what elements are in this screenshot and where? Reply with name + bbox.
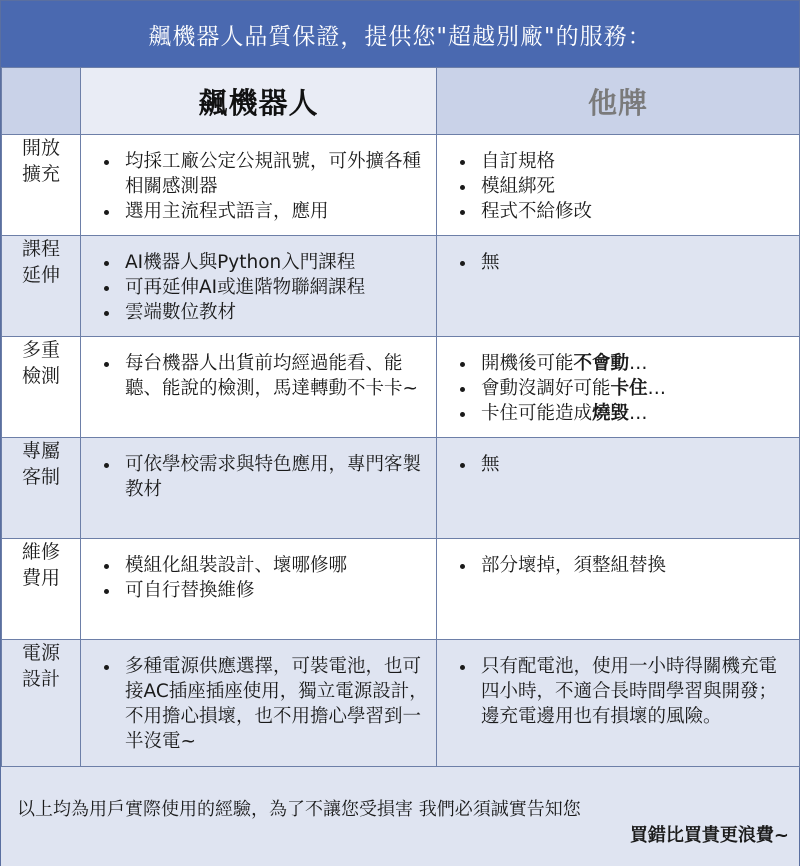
cell-ours xyxy=(81,438,437,539)
list-item: • 模組化組裝設計、壞哪修哪 xyxy=(121,553,428,578)
column-header-theirs: 他牌 xyxy=(437,68,800,135)
cell-ours xyxy=(81,337,437,438)
list-item: • 無 xyxy=(477,452,791,477)
corner-cell xyxy=(2,68,81,135)
row-label: 多重 檢測 xyxy=(2,337,81,438)
row-label: 維修 費用 xyxy=(2,539,81,640)
row-label: 課程 延伸 xyxy=(2,236,81,337)
list-item: • 可再延伸AI或進階物聯網課程 xyxy=(121,275,428,300)
emphasis-text: 不會動 xyxy=(573,353,630,374)
table-row xyxy=(2,640,800,768)
table-row xyxy=(2,236,800,337)
comparison-table xyxy=(1,67,800,768)
list-item: • AI機器人與Python入門課程 xyxy=(121,250,428,275)
list-item: • 開機後可能不會動… xyxy=(477,351,791,376)
list-item: • 程式不給修改 xyxy=(477,199,791,224)
list-item: • 多種電源供應選擇，可裝電池，也可接AC插座插座使用，獨立電源設計，不用擔心損壞，也不用擔心學習到一半沒電~ xyxy=(121,654,428,754)
cell-theirs xyxy=(437,236,800,337)
cell-ours xyxy=(81,539,437,640)
column-header-ours: 飆機器人 xyxy=(81,68,437,135)
list-item: • 自訂規格 xyxy=(477,149,791,174)
cell-theirs xyxy=(437,640,800,768)
cell-ours xyxy=(81,640,437,768)
list-item: • 雲端數位教材 xyxy=(121,300,428,325)
list-item: • 均採工廠公定公規訊號，可外擴各種相關感測器 xyxy=(121,149,428,199)
footer-notice xyxy=(1,766,799,866)
emphasis-text: 燒毀 xyxy=(592,403,630,424)
row-label: 開放 擴充 xyxy=(2,135,81,236)
cell-ours xyxy=(81,135,437,236)
table-row xyxy=(2,135,800,236)
footer-slogan: 買錯比買貴更浪費~ xyxy=(629,825,789,846)
list-item: • 選用主流程式語言，應用 xyxy=(121,199,428,224)
cell-theirs xyxy=(437,135,800,236)
cell-theirs xyxy=(437,337,800,438)
footer-notice-text: 以上均為用戶實際使用的經驗，為了不讓您受損害 我們必須誠實告知您 xyxy=(17,799,581,820)
table-row xyxy=(2,438,800,539)
table-row xyxy=(2,539,800,640)
table-row xyxy=(2,337,800,438)
list-item: • 會動沒調好可能卡住… xyxy=(477,376,791,401)
cell-theirs xyxy=(437,438,800,539)
row-label: 電源 設計 xyxy=(2,640,81,768)
cell-ours xyxy=(81,236,437,337)
list-item: • 無 xyxy=(477,250,791,275)
table-header-row xyxy=(2,68,800,135)
row-label: 專屬 客制 xyxy=(2,438,81,539)
list-item: • 可依學校需求與特色應用，專門客製教材 xyxy=(121,452,428,502)
list-item: • 只有配電池，使用一小時得關機充電四小時，不適合長時間學習與開發；邊充電邊用也有損壞的風險。 xyxy=(477,654,791,729)
list-item: • 部分壞掉，須整組替換 xyxy=(477,553,791,578)
list-item: • 卡住可能造成燒毀… xyxy=(477,401,791,426)
page-title: 飆機器人品質保證，提供您"超越別廠"的服務： xyxy=(1,1,799,68)
emphasis-text: 卡住 xyxy=(610,378,648,399)
list-item: • 模組綁死 xyxy=(477,174,791,199)
list-item: • 可自行替換維修 xyxy=(121,578,428,603)
cell-theirs xyxy=(437,539,800,640)
list-item: • 每台機器人出貨前均經過能看、能聽、能說的檢測，馬達轉動不卡卡~ xyxy=(121,351,428,401)
